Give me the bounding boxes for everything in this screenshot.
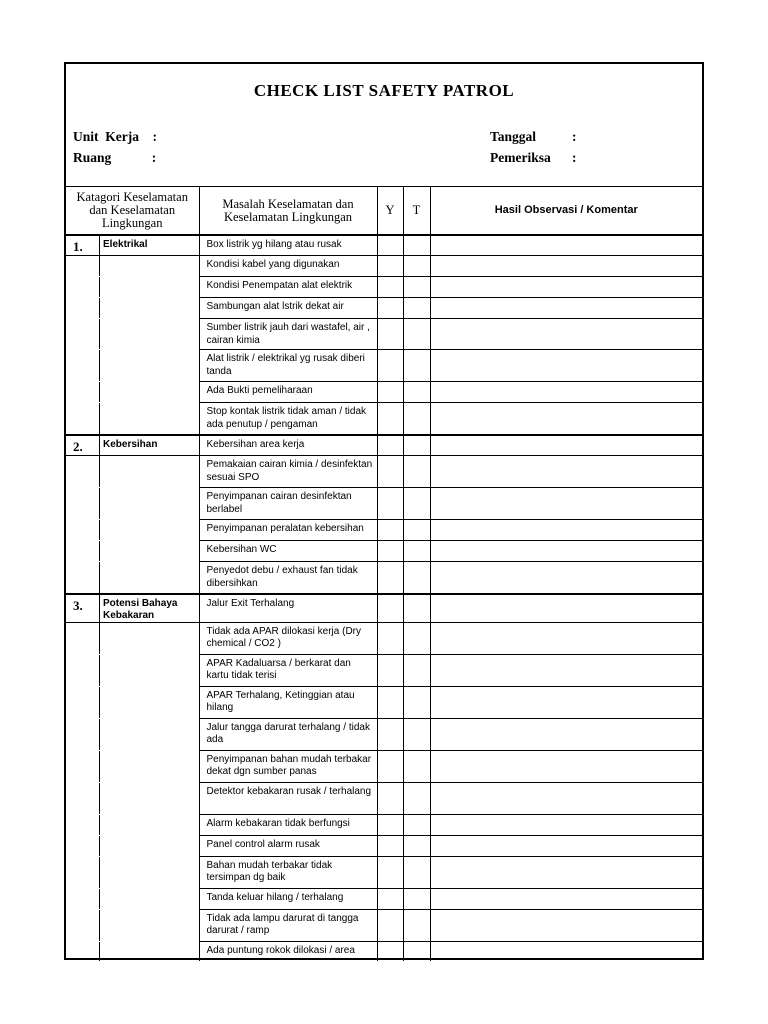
issue-cell: Kondisi Penempatan alat elektrik xyxy=(199,277,377,298)
no-checkbox-cell[interactable] xyxy=(403,654,430,686)
no-header: T xyxy=(403,187,430,236)
no-checkbox-cell[interactable] xyxy=(403,319,430,350)
category-cell-continued xyxy=(66,403,199,435)
section-category: Potensi Bahaya Kebakaran xyxy=(103,597,178,621)
observation-cell[interactable] xyxy=(430,814,702,835)
no-checkbox-cell[interactable] xyxy=(403,435,430,456)
issue-cell: Tanda keluar hilang / terhalang xyxy=(199,888,377,909)
table-header-row xyxy=(66,187,702,236)
ruang-label: Ruang : xyxy=(73,150,157,165)
table-row xyxy=(66,456,702,488)
no-checkbox-cell[interactable] xyxy=(403,256,430,277)
table-row xyxy=(66,941,702,961)
table-row xyxy=(66,856,702,888)
issue-cell: Jalur Exit Terhalang xyxy=(199,594,377,623)
yes-checkbox-cell[interactable] xyxy=(377,520,403,541)
category-cell-continued xyxy=(66,520,199,541)
category-cell-continued xyxy=(66,277,199,298)
table-row xyxy=(66,488,702,520)
observation-cell[interactable] xyxy=(430,750,702,782)
pemeriksa-colon: : xyxy=(572,150,577,165)
yes-checkbox-cell[interactable] xyxy=(377,941,403,961)
yes-checkbox-cell[interactable] xyxy=(377,594,403,623)
observation-cell[interactable] xyxy=(430,718,702,750)
observation-cell[interactable] xyxy=(430,835,702,856)
yes-checkbox-cell[interactable] xyxy=(377,350,403,382)
category-cell xyxy=(66,594,199,623)
yes-checkbox-cell[interactable] xyxy=(377,235,403,256)
yes-checkbox-cell[interactable] xyxy=(377,718,403,750)
issue-cell: APAR Terhalang, Ketinggian atau hilang xyxy=(199,686,377,718)
issue-cell: Sambungan alat lstrik dekat air xyxy=(199,298,377,319)
no-checkbox-cell[interactable] xyxy=(403,382,430,403)
no-checkbox-cell[interactable] xyxy=(403,622,430,654)
issue-cell: Penyimpanan cairan desinfektan berlabel xyxy=(199,488,377,520)
table-row xyxy=(66,718,702,750)
observation-cell[interactable] xyxy=(430,782,702,814)
section-number: 1. xyxy=(73,239,83,254)
table-row xyxy=(66,541,702,562)
no-checkbox-cell[interactable] xyxy=(403,298,430,319)
table-row xyxy=(66,594,702,623)
observation-cell[interactable] xyxy=(430,319,702,350)
no-checkbox-cell[interactable] xyxy=(403,814,430,835)
category-cell-continued xyxy=(66,941,199,961)
observation-cell[interactable] xyxy=(430,456,702,488)
no-checkbox-cell[interactable] xyxy=(403,750,430,782)
table-row xyxy=(66,888,702,909)
issue-cell: Kebersihan area kerja xyxy=(199,435,377,456)
observation-cell[interactable] xyxy=(430,382,702,403)
observation-cell[interactable] xyxy=(430,888,702,909)
issue-cell: Box listrik yg hilang atau rusak xyxy=(199,235,377,256)
category-cell-continued xyxy=(66,319,199,350)
category-cell-continued xyxy=(66,750,199,782)
yes-checkbox-cell[interactable] xyxy=(377,814,403,835)
no-checkbox-cell[interactable] xyxy=(403,718,430,750)
category-cell-continued xyxy=(66,909,199,941)
no-checkbox-cell[interactable] xyxy=(403,782,430,814)
no-checkbox-cell[interactable] xyxy=(403,856,430,888)
yes-checkbox-cell[interactable] xyxy=(377,622,403,654)
observation-cell[interactable] xyxy=(430,622,702,654)
section-category: Kebersihan xyxy=(103,438,158,450)
yes-checkbox-cell[interactable] xyxy=(377,750,403,782)
category-cell-continued xyxy=(66,835,199,856)
issue-cell: Kebersihan WC xyxy=(199,541,377,562)
table-row xyxy=(66,350,702,382)
no-checkbox-cell[interactable] xyxy=(403,277,430,298)
observation-cell[interactable] xyxy=(430,277,702,298)
yes-checkbox-cell[interactable] xyxy=(377,654,403,686)
observation-cell[interactable] xyxy=(430,350,702,382)
section-number: 3. xyxy=(73,597,83,613)
no-checkbox-cell[interactable] xyxy=(403,686,430,718)
yes-header: Y xyxy=(377,187,403,236)
table-row xyxy=(66,382,702,403)
issue-cell: Kondisi kabel yang digunakan xyxy=(199,256,377,277)
unit-kerja-label: Unit Kerja : xyxy=(73,129,157,144)
category-cell-continued xyxy=(66,782,199,814)
issue-cell: Tidak ada APAR dilokasi kerja (Dry chemical / CO2 ) xyxy=(199,622,377,654)
no-checkbox-cell[interactable] xyxy=(403,488,430,520)
issue-cell: Alarm kebakaran tidak berfungsi xyxy=(199,814,377,835)
yes-checkbox-cell[interactable] xyxy=(377,888,403,909)
category-cell-continued xyxy=(66,686,199,718)
table-row xyxy=(66,686,702,718)
category-header: Katagori Keselamatan dan Keselamatan Lingkungan xyxy=(66,187,199,236)
section-number: 2. xyxy=(73,438,83,454)
category-cell-continued xyxy=(66,888,199,909)
table-row xyxy=(66,814,702,835)
table-row xyxy=(66,403,702,435)
no-checkbox-cell[interactable] xyxy=(403,520,430,541)
no-checkbox-cell[interactable] xyxy=(403,835,430,856)
observation-cell[interactable] xyxy=(430,488,702,520)
yes-checkbox-cell[interactable] xyxy=(377,403,403,435)
category-cell-continued xyxy=(66,622,199,654)
observation-cell[interactable] xyxy=(430,256,702,277)
observation-cell[interactable] xyxy=(430,435,702,456)
yes-checkbox-cell[interactable] xyxy=(377,256,403,277)
observation-cell[interactable] xyxy=(430,909,702,941)
issue-cell: APAR Kadaluarsa / berkarat dan kartu tidak terisi xyxy=(199,654,377,686)
category-cell-continued xyxy=(66,488,199,520)
observation-header: Hasil Observasi / Komentar xyxy=(430,187,702,236)
observation-cell[interactable] xyxy=(430,562,702,594)
category-cell-continued xyxy=(66,382,199,403)
observation-cell[interactable] xyxy=(430,541,702,562)
table-row xyxy=(66,435,702,456)
issue-cell: Penyimpanan peralatan kebersihan xyxy=(199,520,377,541)
yes-checkbox-cell[interactable] xyxy=(377,319,403,350)
no-checkbox-cell[interactable] xyxy=(403,235,430,256)
table-row xyxy=(66,909,702,941)
observation-cell[interactable] xyxy=(430,403,702,435)
yes-checkbox-cell[interactable] xyxy=(377,277,403,298)
issue-cell: Tidak ada lampu darurat di tangga darurat / ramp xyxy=(199,909,377,941)
tanggal-colon: : xyxy=(572,129,577,144)
category-cell xyxy=(66,435,199,456)
observation-cell[interactable] xyxy=(430,235,702,256)
category-cell-continued xyxy=(66,814,199,835)
table-row xyxy=(66,235,702,256)
tanggal-label: Tanggal xyxy=(490,129,537,144)
checklist-table xyxy=(66,186,702,961)
form-title: CHECK LIST SAFETY PATROL xyxy=(253,81,515,100)
category-cell-continued xyxy=(66,298,199,319)
issue-cell: Penyimpanan bahan mudah terbakar dekat dgn sumber panas xyxy=(199,750,377,782)
yes-checkbox-cell[interactable] xyxy=(377,382,403,403)
table-row xyxy=(66,319,702,350)
issue-cell: Alat listrik / elektrikal yg rusak diberi tanda xyxy=(199,350,377,382)
table-row xyxy=(66,277,702,298)
observation-cell[interactable] xyxy=(430,686,702,718)
issue-cell: Jalur tangga darurat terhalang / tidak ada xyxy=(199,718,377,750)
pemeriksa-label: Pemeriksa xyxy=(490,150,551,165)
no-checkbox-cell[interactable] xyxy=(403,594,430,623)
yes-checkbox-cell[interactable] xyxy=(377,488,403,520)
yes-checkbox-cell[interactable] xyxy=(377,456,403,488)
category-cell-continued xyxy=(66,256,199,277)
category-cell-continued xyxy=(66,350,199,382)
no-checkbox-cell[interactable] xyxy=(403,909,430,941)
table-row xyxy=(66,654,702,686)
no-checkbox-cell[interactable] xyxy=(403,456,430,488)
yes-checkbox-cell[interactable] xyxy=(377,909,403,941)
observation-cell[interactable] xyxy=(430,654,702,686)
yes-checkbox-cell[interactable] xyxy=(377,435,403,456)
category-cell-continued xyxy=(66,562,199,594)
yes-checkbox-cell[interactable] xyxy=(377,298,403,319)
table-row xyxy=(66,835,702,856)
observation-cell[interactable] xyxy=(430,520,702,541)
issue-cell: Stop kontak listrik tidak aman / tidak ada penutup / pengaman xyxy=(199,403,377,435)
issue-cell: Sumber listrik jauh dari wastafel, air , cairan kimia xyxy=(199,319,377,350)
table-row xyxy=(66,256,702,277)
issue-cell: Ada Bukti pemeliharaan xyxy=(199,382,377,403)
no-checkbox-cell[interactable] xyxy=(403,941,430,961)
no-checkbox-cell[interactable] xyxy=(403,403,430,435)
observation-cell[interactable] xyxy=(430,941,702,961)
table-row xyxy=(66,782,702,814)
table-row xyxy=(66,298,702,319)
issue-header: Masalah Keselamatan dan Keselamatan Lingkungan xyxy=(199,187,377,236)
yes-checkbox-cell[interactable] xyxy=(377,835,403,856)
yes-checkbox-cell[interactable] xyxy=(377,782,403,814)
issue-cell: Panel control alarm rusak xyxy=(199,835,377,856)
issue-cell: Penyedot debu / exhaust fan tidak dibersihkan xyxy=(199,562,377,594)
issue-cell: Ada puntung rokok dilokasi / area xyxy=(199,941,377,961)
issue-cell: Pemakaian cairan kimia / desinfektan sesuai SPO xyxy=(199,456,377,488)
category-cell-continued xyxy=(66,718,199,750)
yes-checkbox-cell[interactable] xyxy=(377,686,403,718)
category-cell-continued xyxy=(66,541,199,562)
section-category: Elektrikal xyxy=(103,239,148,250)
observation-cell[interactable] xyxy=(430,594,702,623)
category-cell-continued xyxy=(66,654,199,686)
observation-cell[interactable] xyxy=(430,856,702,888)
no-checkbox-cell[interactable] xyxy=(403,350,430,382)
checklist-form xyxy=(64,62,704,960)
category-cell xyxy=(66,235,199,256)
yes-checkbox-cell[interactable] xyxy=(377,856,403,888)
table-row xyxy=(66,622,702,654)
no-checkbox-cell[interactable] xyxy=(403,888,430,909)
no-checkbox-cell[interactable] xyxy=(403,562,430,594)
no-checkbox-cell[interactable] xyxy=(403,541,430,562)
yes-checkbox-cell[interactable] xyxy=(377,562,403,594)
issue-cell: Detektor kebakaran rusak / terhalang xyxy=(199,782,377,814)
table-row xyxy=(66,750,702,782)
yes-checkbox-cell[interactable] xyxy=(377,541,403,562)
observation-cell[interactable] xyxy=(430,298,702,319)
category-cell-continued xyxy=(66,456,199,488)
table-row xyxy=(66,520,702,541)
issue-cell: Bahan mudah terbakar tidak tersimpan dg baik xyxy=(199,856,377,888)
category-cell-continued xyxy=(66,856,199,888)
table-row xyxy=(66,562,702,594)
